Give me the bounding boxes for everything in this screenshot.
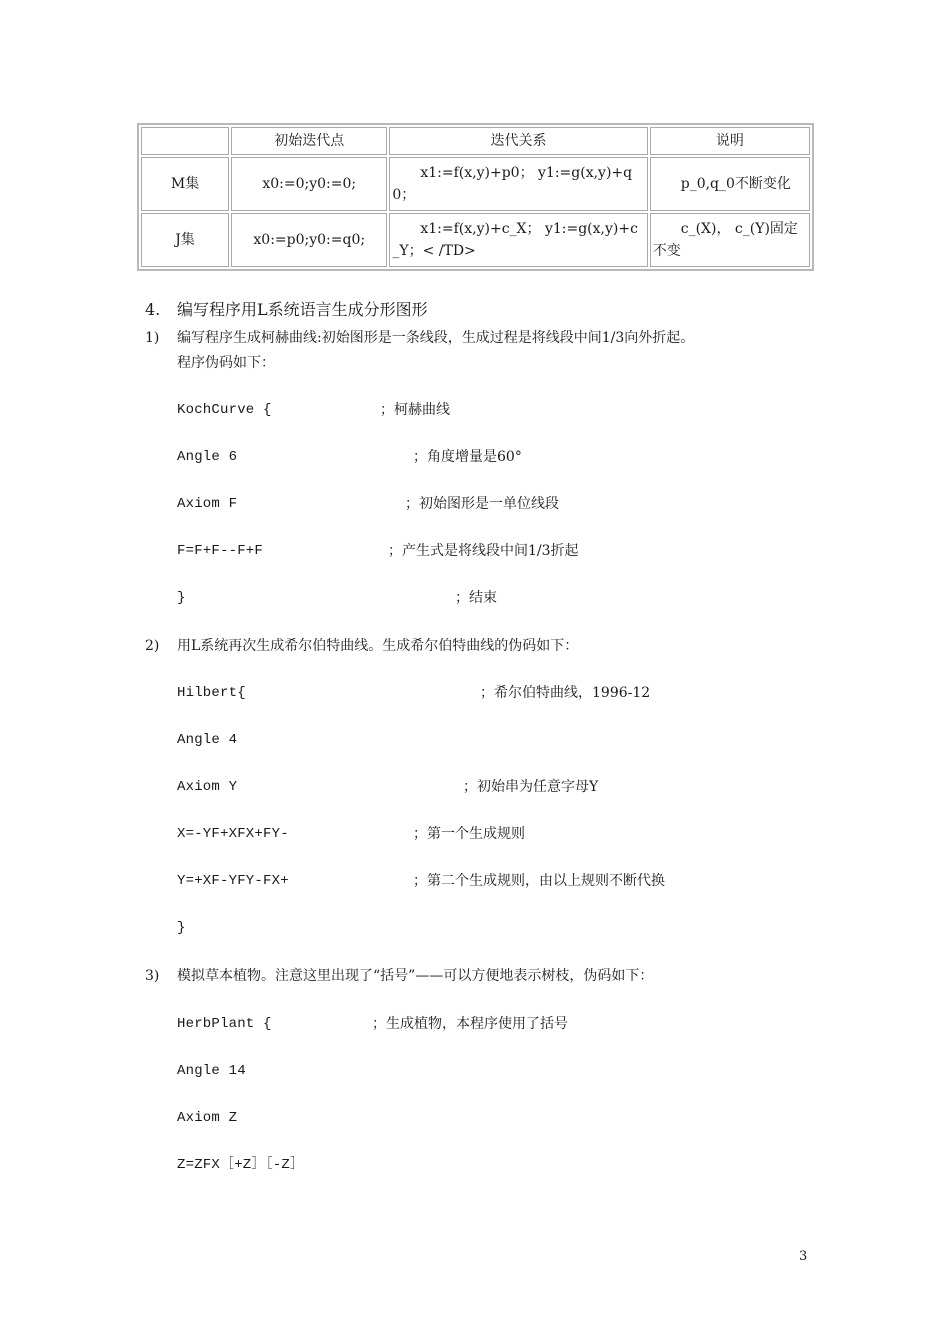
code-line: Angle 6: [177, 449, 238, 465]
code-comment: ；第二个生成规则，由以上规则不断代换: [413, 873, 665, 889]
code-comment: ；初始图形是一单位线段: [405, 496, 559, 512]
code-comment: ；初始串为任意字母Y: [463, 779, 599, 795]
table-cell-init: x0:=p0;y0:=q0;: [231, 213, 387, 267]
code-line: KochCurve {: [177, 402, 272, 418]
code-comment: ；第一个生成规则: [413, 826, 525, 842]
table-cell-note: p_0,q_0不断变化: [650, 157, 810, 211]
table-row: [141, 213, 810, 267]
code-line: Axiom Y: [177, 779, 238, 795]
item-number: 1): [145, 330, 160, 346]
item-text: 模拟草本植物。注意这里出现了“括号”——可以方便地表示树枝，伪码如下：: [177, 968, 654, 984]
code-line: Z=ZFX［+Z］［-Z］: [177, 1157, 305, 1173]
code-line: Hilbert{: [177, 685, 246, 701]
table-cell-init: x0:=0;y0:=0;: [231, 157, 387, 211]
code-line: }: [177, 590, 186, 606]
code-line: Axiom F: [177, 496, 238, 512]
table-header-cell: 初始迭代点: [231, 127, 387, 155]
code-line: Axiom Z: [177, 1110, 238, 1126]
iteration-table: [137, 123, 814, 271]
table-header-cell: 迭代关系: [389, 127, 647, 155]
code-comment: ；结束: [455, 590, 497, 606]
table-cell-note: c_(X)， c_(Y)固定不变: [650, 213, 810, 267]
code-line: Y=+XF-YFY-FX+: [177, 873, 289, 889]
table-cell-name: M集: [141, 157, 229, 211]
item-text: 用L系统再次生成希尔伯特曲线。生成希尔伯特曲线的伪码如下：: [177, 638, 579, 654]
table-row: [141, 157, 810, 211]
code-line: HerbPlant {: [177, 1016, 272, 1032]
section-title: 编写程序用L系统语言生成分形图形: [177, 300, 428, 319]
code-line: F=F+F--F+F: [177, 543, 264, 559]
table-cell-name: J集: [141, 213, 229, 267]
page-number: 3: [799, 1249, 808, 1264]
table-header-cell: [141, 127, 229, 155]
code-comment: ；产生式是将线段中间1/3折起: [388, 543, 579, 559]
code-comment: ；希尔伯特曲线，1996-12: [480, 685, 651, 701]
code-comment: ；柯赫曲线: [380, 402, 450, 418]
table-header-row: [141, 127, 810, 155]
section-number: 4.: [145, 300, 161, 319]
code-line: X=-YF+XFX+FY-: [177, 826, 289, 842]
code-line: }: [177, 920, 186, 936]
code-line: Angle 4: [177, 732, 238, 748]
item-number: 2): [145, 638, 160, 654]
item-text: 编写程序生成柯赫曲线:初始图形是一条线段，生成过程是将线段中间1/3向外折起。: [177, 330, 695, 346]
table-header-cell: 说明: [650, 127, 810, 155]
table-cell-relation: x1:=f(x,y)+c_X； y1:=g(x,y)+c_Y；< /TD>: [389, 213, 647, 267]
table-cell-relation: x1:=f(x,y)+p0； y1:=g(x,y)+q0；: [389, 157, 647, 211]
item-text: 程序伪码如下：: [177, 355, 275, 371]
code-line: Angle 14: [177, 1063, 246, 1079]
code-comment: ；角度增量是60°: [413, 449, 522, 465]
item-number: 3): [145, 968, 160, 984]
code-comment: ；生成植物，本程序使用了括号: [372, 1016, 568, 1032]
